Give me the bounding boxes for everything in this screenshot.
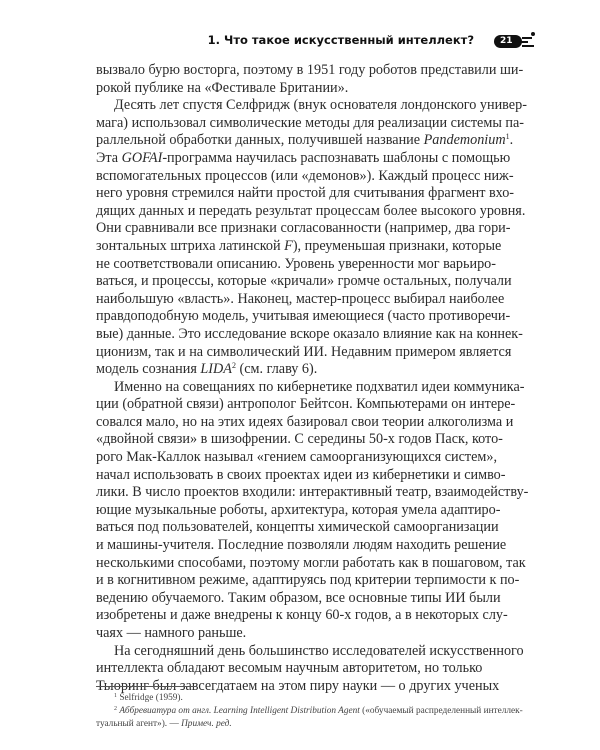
- text-line: Именно на совещаниях по кибернетике подхватил идеи коммуника-: [114, 378, 525, 395]
- text-line: зонтальных штриха латинской F), преуменьшая признаки, которые: [96, 237, 502, 254]
- footnote-marker[interactable]: 2: [114, 706, 117, 712]
- text-line: вспомогательных процессов (или «демонов»). Каждый процесс ниж-: [96, 167, 514, 184]
- footnote-marker[interactable]: 1: [114, 693, 117, 699]
- footnote: [96, 705, 523, 731]
- text-line: совался мало, но на этих идеях базировал свои теории алкоголизма и: [96, 413, 514, 430]
- text-line: ющие музыкальные роботы, архитектура, которая умела адаптиро-: [96, 501, 501, 518]
- text-line: дящих данных и передать результат процессам более высокого уровня.: [96, 202, 526, 219]
- text-line: На сегодняшний день большинство исследователей искусственного: [114, 642, 524, 659]
- text-line: $^2$ Аббревиатура от англ. Learning Intelligent Distribution Agent («обучаемый распределенный интеллек-: [114, 706, 523, 716]
- italic-term: Аббревиатура от англ.: [119, 706, 214, 716]
- footnote-divider: [96, 686, 196, 687]
- text-line: вые) данные. Это исследование вскоре оказало влияние как на коннек-: [96, 325, 523, 342]
- running-header-chapter-title: 1. Что такое искусственный интеллект?: [207, 33, 474, 47]
- footnote-marker[interactable]: 2: [231, 361, 236, 371]
- text-line: ваться, и процессы, которые «кричали» громче остальных, получали: [96, 273, 512, 290]
- text-line: туальный агент»). — Примеч. ред.: [96, 719, 232, 729]
- text-line: мага) использовал символические методы для реализации системы па-: [96, 114, 525, 131]
- italic-term: Примеч. ред.: [181, 719, 232, 729]
- text-line: рого Мак-Каллок называл «гением самоорганизующихся систем»,: [96, 449, 498, 466]
- page-number-badge: 21: [494, 35, 522, 48]
- paragraph: [96, 97, 527, 379]
- text-line: вызвало бурю восторга, поэтому в 1951 году роботов представили ши-: [96, 62, 524, 78]
- text-line: и машины-учителя. Последние позволяли людям находить решение: [96, 537, 507, 554]
- text-line: «двойной связи» в шизофрении. С середины 50-х годов Паск, кото-: [96, 431, 503, 448]
- text-line: наибольшую «власть». Наконец, мастер-процесс выбирал наиболее: [96, 290, 505, 307]
- text-line: несколькими способами, поэтому могли работать как в пошаговом, так: [96, 554, 526, 571]
- decorative-lines-icon: [512, 31, 536, 53]
- text-line: интеллекта обладают весомым научным авторитетом, но только: [96, 660, 483, 677]
- text-line: Десять лет спустя Селфридж (внук основателя лондонского универ-: [114, 97, 527, 114]
- text-line: изобретены и даже внедрены к концу 60-х годов, а в некоторых слу-: [96, 607, 508, 624]
- text-line: рокой публике на «Фестивале Британии».: [96, 79, 349, 96]
- text-line: ваться под пользователей, концепты химической самоорганизации: [96, 519, 499, 536]
- footnote-marker[interactable]: 1: [505, 132, 510, 142]
- text-line: ционизм, так и на символический ИИ. Недавним примером является: [96, 343, 512, 360]
- text-line: него уровня стремился найти простой для считывания фрагмент вхо-: [96, 185, 515, 202]
- text-line: лики. В число проектов входили: интерактивный театр, взаимодейству-: [96, 484, 529, 501]
- paragraph: [96, 642, 524, 696]
- italic-term: GOFAI: [121, 149, 163, 166]
- text-line: Тьюринг был завсегдатаем на этом пиру науки — о других ученых: [96, 677, 500, 694]
- italic-term: LIDA: [200, 361, 232, 378]
- text-line: не соответствовали описанию. Уровень уверенности мог варьиро-: [96, 255, 496, 272]
- text-line: чаях — намного раньше.: [96, 625, 247, 641]
- text-line: модель сознания LIDA$^2$ (см. главу 6).: [96, 361, 318, 378]
- footnotes: [96, 692, 523, 731]
- text-line: начал использовать в своих проектах идеи из кибернетики и симво-: [96, 466, 506, 483]
- text-line: ведению обучаемого. Таким образом, все основные типы ИИ были: [96, 589, 501, 606]
- text-line: правдоподобную модель, учитывая имеющиеся (часто противоречи-: [96, 308, 511, 325]
- italic-term: Learning Intelligent Distribution Agent: [213, 706, 360, 716]
- italic-term: F: [284, 237, 293, 254]
- paragraph: [96, 62, 524, 97]
- paragraph: [96, 378, 529, 643]
- body-text: [96, 62, 529, 695]
- text-line: ции (обратной связи) антрополог Бейтсон. Компьютерами он интере-: [96, 396, 516, 413]
- text-line: $^1$ Selfridge (1959).: [114, 693, 183, 703]
- text-line: Эта GOFAI-программа научилась распознавать шаблоны с помощью: [96, 149, 511, 166]
- footnote: [96, 692, 478, 705]
- text-line: раллельной обработки данных, получившей название Pandemonium$^1$.: [96, 132, 514, 149]
- text-line: и в когнитивном режиме, адаптируясь под критерии терпимости к по-: [96, 572, 520, 589]
- text-line: Они сравнивали все признаки согласованности (например, два гори-: [96, 220, 511, 237]
- italic-term: Pandemonium: [423, 132, 506, 149]
